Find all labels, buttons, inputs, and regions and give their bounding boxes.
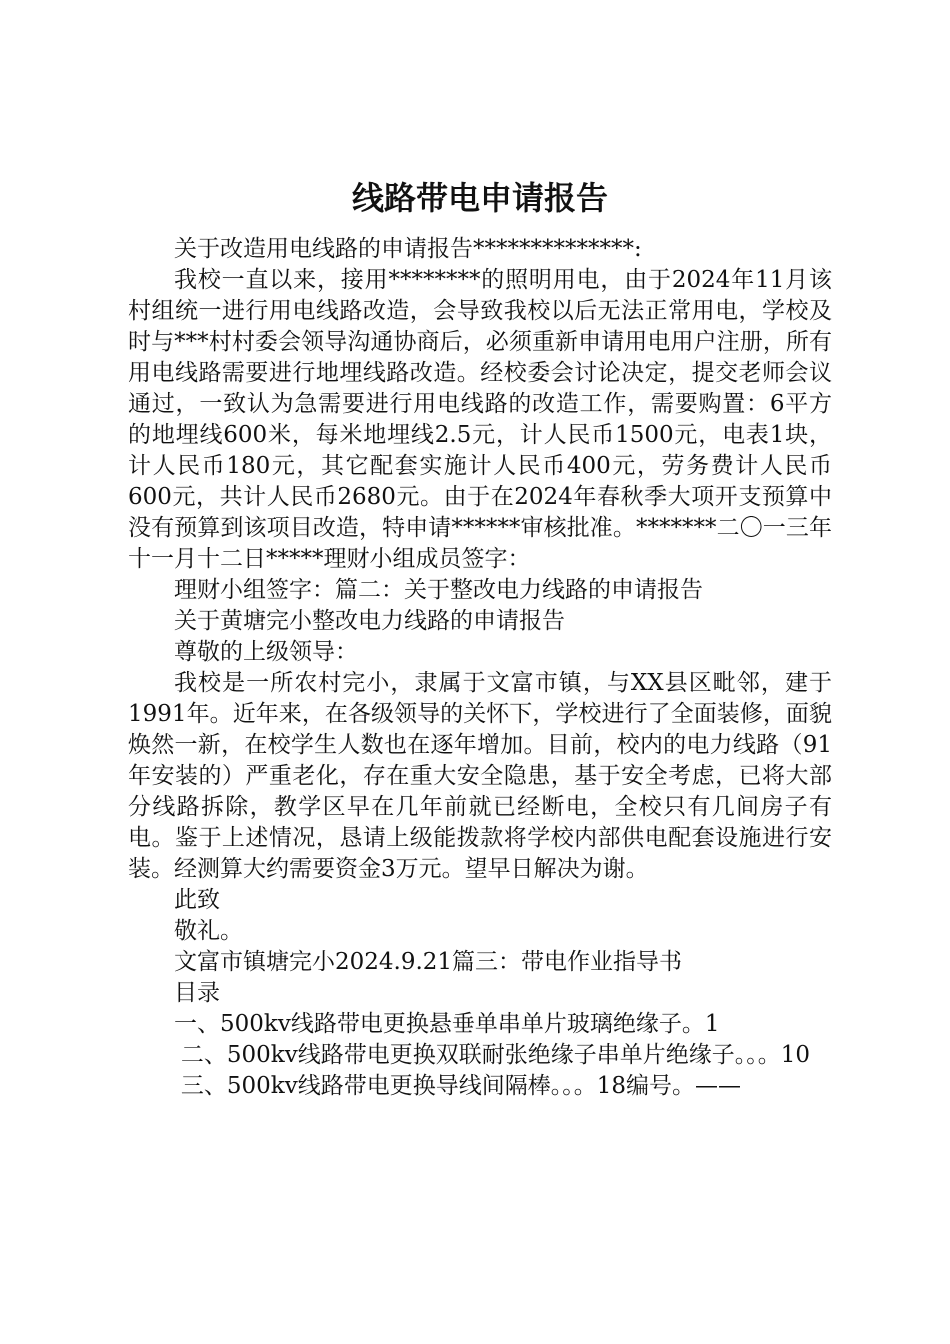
toc-item-1: 一、500kv线路带电更换悬垂单串单片玻璃绝缘子。1 xyxy=(174,1011,720,1037)
toc-heading: 目录 xyxy=(174,980,220,1006)
document-title: 线路带电申请报告 xyxy=(351,179,608,217)
paragraph-5: 尊敬的上级领导： xyxy=(174,639,358,665)
paragraph-3: 理财小组签字：篇二：关于整改电力线路的申请报告 xyxy=(174,577,703,603)
paragraph-8: 敬礼。 xyxy=(174,918,243,944)
toc-item-2: 二、500kv线路带电更换双联耐张绝缘子串单片绝缘子。。。10 xyxy=(180,1042,810,1068)
toc-item-3: 三、500kv线路带电更换导线间隔棒。。。18编号。—— xyxy=(180,1073,741,1099)
paragraph-6: 我校是一所农村完小，隶属于文富市镇，与XX县区毗邻，建于1991年。近年来，在各级领导的关怀下，学校进行了全面装修，面貌焕然一新，在校学生人数也在逐年增加。目前，校内的电力线路（91年安装的）严重老化，存在重大安全隐患，基于安全考虑，已将大部分线路拆除，教学区早在几年前就已经断电，全校只有几间房子有电。鉴于上述情况，恳请上级能拨款将学校内部供电配套设施进行安装。经测算大约需要资金3万元。望早日解决为谢。 xyxy=(128,670,832,882)
paragraph-2: 我校一直以来，接用********的照明用电，由于2024年11月该村组统一进行用电线路改造，会导致我校以后无法正常用电，学校及时与***村村委会领导沟通协商后，必须重新申请用电用户注册，所有用电线路需要进行地埋线路改造。经校委会讨论决定，提交老师会议通过，一致认为急需要进行用电线路的改造工作，需要购置：6平方的地埋线600米，每米地埋线2.5元，计人民币1500元，电表1块，计人民币180元，其它配套实施计人民币400元，劳务费计人民币600元，共计人民币2680元。由于在2024年春秋季大项开支预算中没有预算到该项目改造，特申请******审核批准。*******二〇一三年十一月十二日*****理财小组成员签字： xyxy=(128,267,832,572)
paragraph-4: 关于黄塘完小整改电力线路的申请报告 xyxy=(174,608,565,634)
paragraph-1: 关于改造用电线路的申请报告**************: xyxy=(174,236,642,262)
paragraph-9: 文富市镇塘完小2024.9.21篇三：带电作业指导书 xyxy=(174,949,683,975)
document-page xyxy=(128,178,832,1102)
paragraph-7: 此致 xyxy=(174,887,220,913)
